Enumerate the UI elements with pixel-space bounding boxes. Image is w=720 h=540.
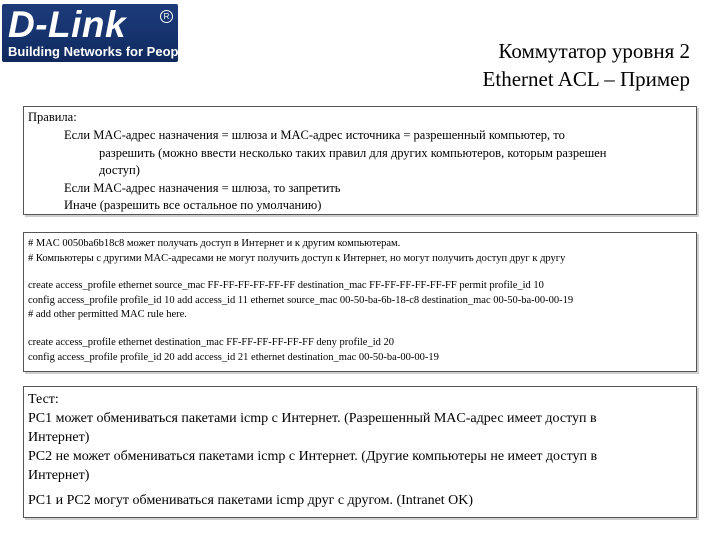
rule-line: разрешить (можно ввести несколько таких правил для других компьютеров, которым разрешен [99, 146, 607, 160]
logo-tagline: Building Networks for People [8, 44, 190, 59]
rule-line: Если MAC-адрес назначения = шлюза и MAC-адрес источника = разрешенный компьютер, то [64, 128, 565, 142]
rule-line: Иначе (разрешить все остальное по умолчанию) [64, 198, 322, 212]
test-line: PC1 и PC2 могут обмениваться пакетами icmp друг с другом. (Intranet OK) [28, 493, 474, 508]
config-comment: # Компьютеры с другими MAC-адресами не могут получить доступ к Интернет, но могут получить доступ друг к другу [28, 253, 566, 264]
config-box [23, 232, 697, 372]
config-comment: # MAC 0050ba6b18c8 может получать доступ в Интернет и к другим компьютерам. [28, 238, 401, 249]
slide-header [0, 0, 720, 100]
test-line: Интернет) [28, 468, 90, 483]
registered-icon: R [160, 10, 173, 23]
config-command: config access_profile profile_id 10 add access_id 11 ethernet source_mac 00-50-ba-6b-18-c8 destination_mac 00-50-ba-00-00-19 [28, 295, 574, 306]
dlink-logo [2, 4, 190, 62]
config-command: create access_profile ethernet destination_mac FF-FF-FF-FF-FF-FF deny profile_id 20 [28, 337, 394, 348]
config-command: config access_profile profile_id 20 add access_id 21 ethernet destination_mac 00-50-ba-00-00-19 [28, 352, 439, 363]
rules-box [23, 106, 697, 215]
slide-title-line2: Ethernet ACL – Пример [482, 67, 690, 91]
rules-title: Правила: [28, 110, 77, 124]
rule-line: доступ) [99, 163, 140, 177]
test-box [23, 386, 697, 518]
test-line: PC1 может обмениваться пакетами icmp с Интернет. (Разрешенный MAC-адрес имеет доступ в [28, 411, 597, 426]
slide-title-line1: Коммутатор уровня 2 [498, 39, 690, 63]
test-line: Интернет) [28, 430, 90, 445]
config-comment: # add other permitted MAC rule here. [28, 309, 187, 320]
rule-line: Если MAC-адрес назначения = шлюза, то запретить [64, 181, 341, 195]
test-line: PC2 не может обмениваться пакетами icmp с Интернет. (Другие компьютеры не имеет доступ в [28, 449, 598, 464]
logo-brand: D-Link [8, 4, 127, 45]
test-title: Тест: [28, 392, 59, 407]
config-command: create access_profile ethernet source_mac FF-FF-FF-FF-FF-FF destination_mac FF-FF-FF-FF-FF-FF permit profile_id 10 [28, 280, 544, 291]
